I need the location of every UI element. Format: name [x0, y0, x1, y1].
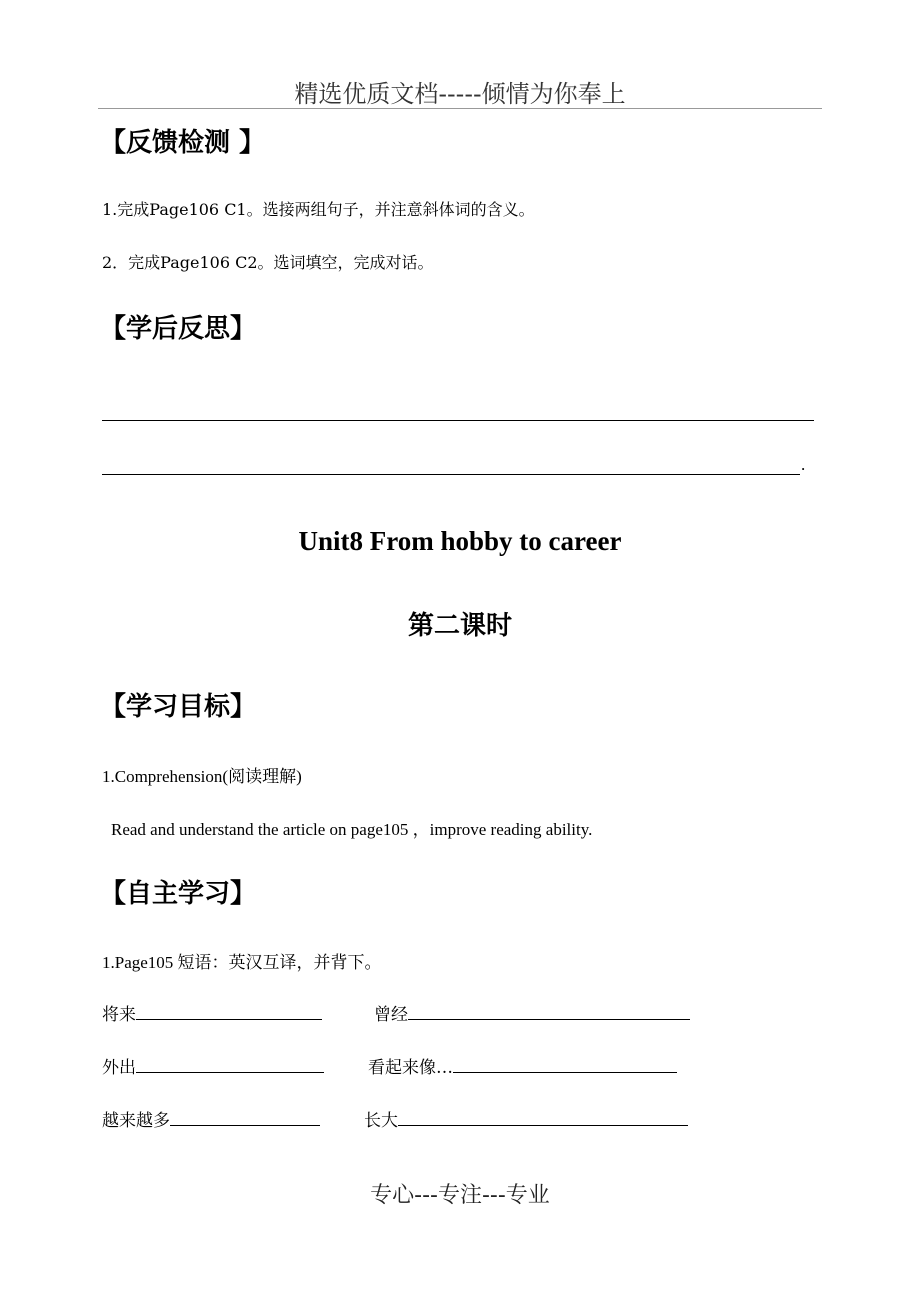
lesson-subtitle: 第二课时 — [407, 611, 512, 641]
phrase-label: 长大 — [364, 1111, 398, 1131]
reflection-answer-line-2[interactable] — [102, 474, 800, 475]
goals-heading: 【学习目标】 — [100, 692, 257, 722]
lesson-title: Unit8 From hobby to career — [298, 526, 622, 556]
phrase-answer-blank[interactable] — [136, 1054, 324, 1073]
self-study-heading: 【自主学习】 — [100, 879, 257, 909]
phrase-row-2-right — [368, 1053, 677, 1078]
phrase-row-3-left — [102, 1106, 320, 1131]
phrase-label: 将来 — [102, 1005, 136, 1025]
header-divider — [98, 108, 822, 109]
phrase-label: 看起来像… — [368, 1058, 453, 1078]
goals-item-text: Read and understand the article on page105 ，improve reading ability. — [111, 820, 593, 839]
phrase-label: 外出 — [102, 1058, 136, 1078]
reflection-answer-line-1[interactable] — [102, 420, 814, 421]
reflection-end-mark: . — [801, 455, 806, 474]
page-header: 精选优质文档-----倾情为你奉上 — [294, 80, 626, 108]
feedback-heading: 【反馈检测 】 — [100, 128, 266, 158]
page-footer: 专心---专注---专业 — [370, 1183, 550, 1208]
phrase-row-1-left — [102, 1000, 322, 1025]
feedback-item-1: 1.完成Page106 C1。选接两组句子，并注意斜体词的含义。 — [102, 200, 535, 219]
reflection-heading: 【学后反思】 — [100, 314, 257, 344]
feedback-item-2: 2．完成Page106 C2。选词填空，完成对话。 — [102, 253, 434, 272]
phrase-row-2-left — [102, 1053, 324, 1078]
phrase-answer-blank[interactable] — [136, 1001, 322, 1020]
phrase-row-1-right — [374, 1000, 690, 1025]
goals-item-label: 1.Comprehension(阅读理解) — [102, 767, 302, 786]
phrase-label: 曾经 — [374, 1005, 408, 1025]
phrase-answer-blank[interactable] — [398, 1107, 688, 1126]
self-study-instruction: 1.Page105 短语：英汉互译，并背下。 — [102, 953, 382, 972]
phrase-label: 越来越多 — [102, 1111, 170, 1131]
phrase-row-3-right — [364, 1106, 688, 1131]
phrase-answer-blank[interactable] — [453, 1054, 677, 1073]
phrase-answer-blank[interactable] — [408, 1001, 690, 1020]
phrase-answer-blank[interactable] — [170, 1107, 320, 1126]
